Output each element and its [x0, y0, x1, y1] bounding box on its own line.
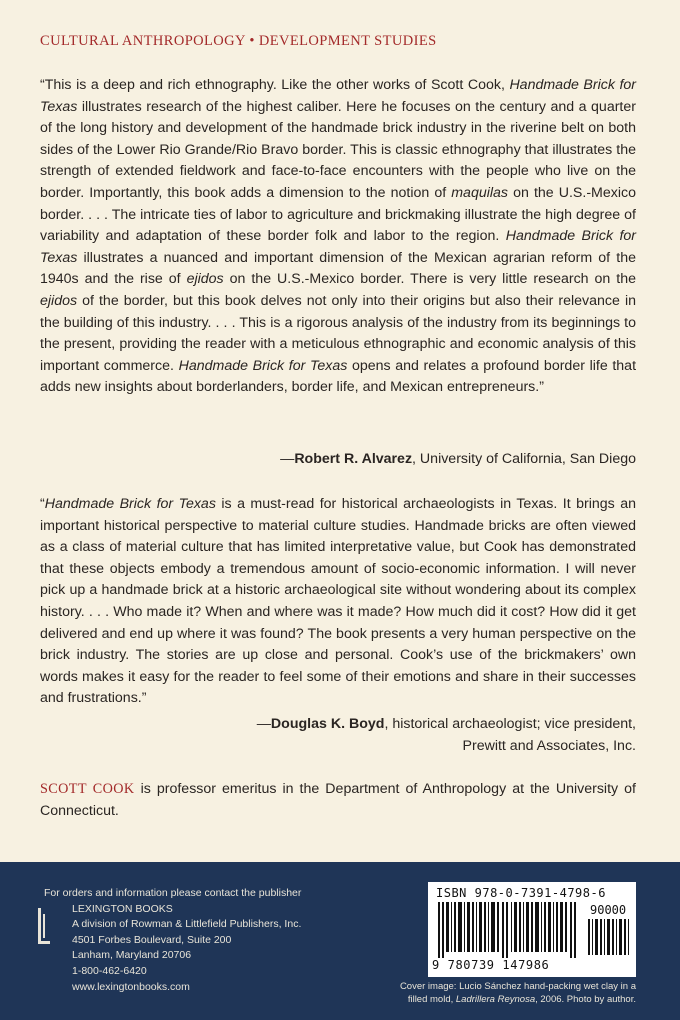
publisher-website: www.lexingtonbooks.com — [72, 980, 190, 993]
publisher-footer — [0, 862, 680, 1020]
cover-image-caption: Cover image: Lucio Sánchez hand-packing wet clay in a filled mold, Ladrillera Reynosa, 2006. Photo by author. — [399, 981, 636, 1005]
publisher-street: 4501 Forbes Boulevard, Suite 200 — [72, 933, 232, 946]
author-bio: SCOTT COOK is professor emeritus in the Department of Anthropology at the University of Connecticut. — [40, 781, 636, 819]
review-attribution-boyd: —Douglas K. Boyd, historical archaeologist; vice president, Prewitt and Associates, Inc. — [256, 716, 636, 754]
review-attribution-alvarez: —Robert R. Alvarez, University of California, San Diego — [280, 451, 636, 467]
category-label: CULTURAL ANTHROPOLOGY • DEVELOPMENT STUDIES — [40, 33, 437, 49]
publisher-city: Lanham, Maryland 20706 — [72, 949, 192, 962]
price-code: 90000 — [590, 903, 627, 917]
review-quote-boyd: “Handmade Brick for Texas is a must-read for historical archaeologists in Texas. It brings an important historical perspective to material culture studies. Handmade bricks are often viewed as a class of material culture that has limited interpretative value, but Cook has demonstrated that these objects embody a tremendous amount of socio-economic information. I will never pick up a handmade brick at a historic archaeological site without wondering about its complex history. . . . Who made it? When and where was it made? How much did it cost? How did it get delivered and end up where it was found? The book presents a very human perspective on the brick industry. The stories are up close and personal. Cook’s use of the brickmakers’ own words makes it easy for the reader to feel some of their emotions and share in their successes and frustrations.” — [40, 496, 636, 707]
isbn-number: ISBN 978-0-7391-4798-6 — [436, 886, 606, 900]
publisher-intro: For orders and information please contact the publisher — [44, 887, 302, 899]
author-name: SCOTT COOK — [40, 781, 135, 797]
lexington-logo-icon — [38, 908, 50, 948]
publisher-name: LEXINGTON BOOKS — [72, 902, 173, 915]
isbn-barcode — [428, 882, 636, 977]
publisher-division: A division of Rowman & Littlefield Publishers, Inc. — [72, 918, 302, 931]
publisher-address — [72, 902, 301, 996]
publisher-phone: 1-800-462-6420 — [72, 964, 147, 977]
ean-number: 9 780739 147986 — [432, 958, 550, 972]
reviewer-name: Douglas K. Boyd — [270, 716, 385, 732]
reviewer-name: Robert R. Alvarez — [294, 451, 413, 467]
barcode-bars — [438, 902, 584, 958]
review-quote-alvarez: “This is a deep and rich ethnography. Like the other works of Scott Cook, Handmade Brick for Texas illustrates research of the highest caliber. Here he focuses on the century and a quarter of the long history and development of the handmade brick industry in the riverine belt on both sides of the Lower Rio Grande/Rio Bravo border. This is classic ethnography that illustrates the strength of extended fieldwork and face-to-face encounters with the people who live on the border. Importantly, this book adds a dimension to the notion of maquilas on the U.S.-Mexico border. . . . The intricate ties of labor to agriculture and brickmaking illustrate the high degree of variability and adaptation of these border folk and labor to the region. Handmade Brick for Texas illustrates a nuanced and important dimension of the Mexican agrarian reform of the 1940s and the rise of ejidos on the U.S.-Mexico border. There is very little research on the ejidos of the border, but this book delves not only into their origins but also their relevance in the building of this industry. . . . This is a rigorous analysis of the industry from its beginnings to the present, providing the reader with a meticulous ethnographic and economic analysis of this important commerce. Handmade Brick for Texas opens and relates a profound border life that adds new insights about borderlanders, border life, and Mexican entrepreneurs.” — [40, 77, 637, 396]
price-barcode-bars — [588, 919, 630, 955]
